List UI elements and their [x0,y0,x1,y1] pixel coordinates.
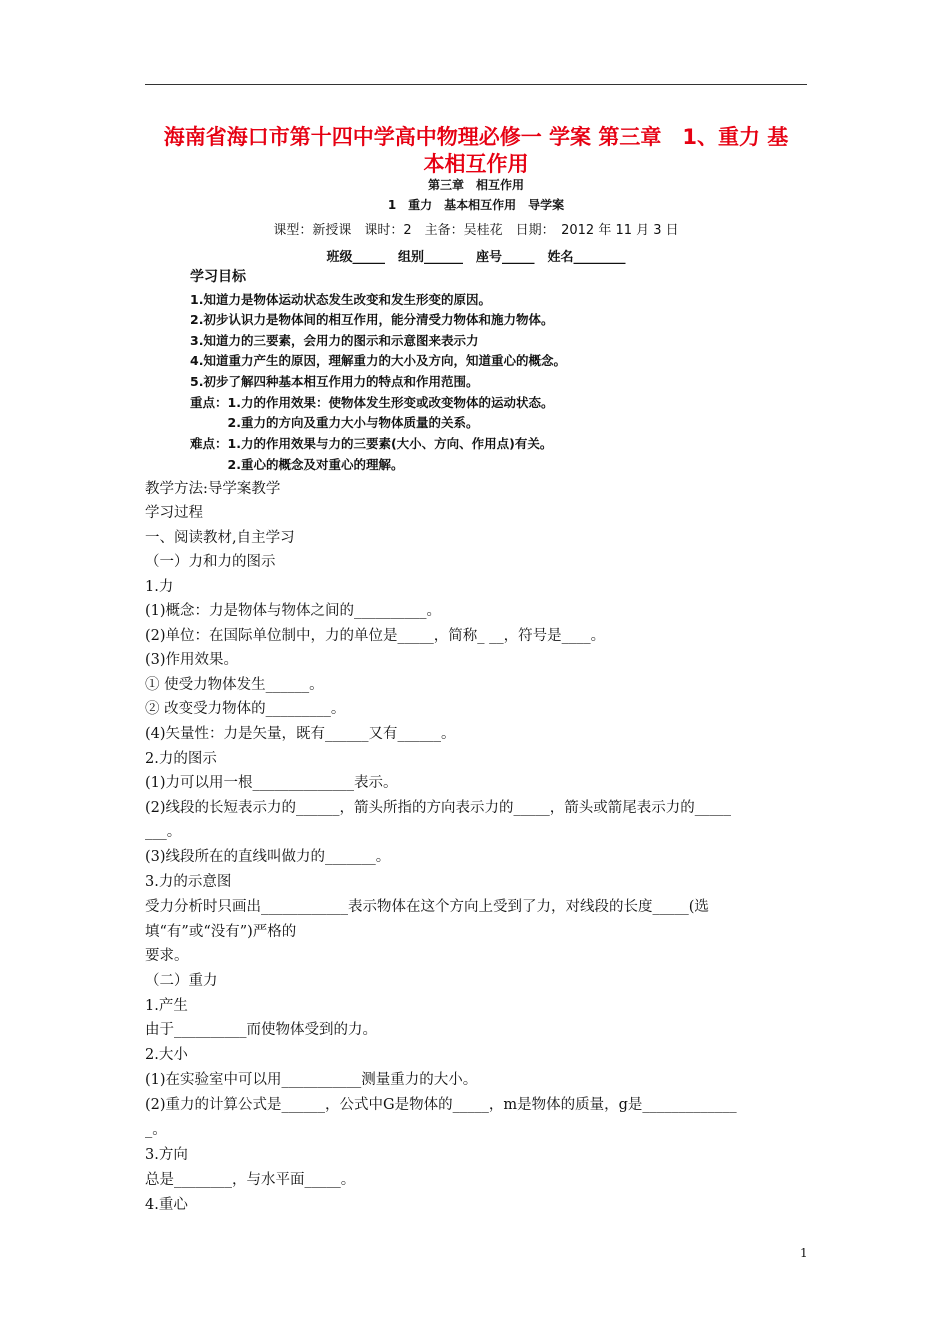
header-rule [145,84,807,85]
objective-item: 5.初步了解四种基本相互作用力的特点和作用范围。 [190,374,479,389]
body-line: ① 使受力物体发生______。 [145,677,324,693]
objective-item: 3.知道力的三要素，会用力的图示和示意图来表示力 [190,333,479,348]
body-line: 3.方向 [145,1147,188,1163]
difficult-point: 2.重心的概念及对重心的理解。 [190,457,404,472]
document-title [145,124,807,178]
body-line: 总是________，与水平面_____。 [145,1172,356,1188]
objectives-heading: 学习目标 [190,269,246,285]
body-line: 1.力 [145,579,174,595]
difficult-point: 难点：1.力的作用效果与力的三要素(大小、方向、作用点)有关。 [190,436,553,451]
page-number: 1 [800,1246,808,1260]
body-line: 学习过程 [145,505,203,521]
body-line: (4)矢量性：力是矢量，既有______又有______。 [145,726,456,742]
body-line: (1)力可以用一根______________表示。 [145,775,398,791]
objective-item: 4.知道重力产生的原因，理解重力的大小及方向，知道重心的概念。 [190,353,566,368]
body-line: 一、阅读教材,自主学习 [145,530,295,546]
body-line: 教学方法:导学案教学 [145,481,281,497]
lesson-heading: 1 重力 基本相互作用 导学案 [387,198,565,212]
body-line: 填“有”或“没有”)严格的 [145,924,297,940]
title-line-1: 海南省海口市第十四中学高中物理必修一 学案 第三章 1、重力 基 [163,125,789,149]
body-line: (3)线段所在的直线叫做力的_______。 [145,849,391,865]
objective-item: 2.初步认识力是物体间的相互作用，能分清受力物体和施力物体。 [190,312,554,327]
title-line-2: 本相互作用 [423,152,529,176]
key-point: 2.重力的方向及重力大小与物体质量的关系。 [190,415,479,430]
body-line: 2.力的图示 [145,751,217,767]
body-line: 由于__________而使物体受到的力。 [145,1022,377,1038]
body-line: 1.产生 [145,998,188,1014]
body-line: （二）重力 [145,973,218,989]
body-line: (2)单位：在国际单位制中，力的单位是_____，简称_ __，符号是____。 [145,628,606,644]
lesson-meta: 课型：新授课 课时：2 主备：吴桂花 日期： 2012 年 11 月 3 日 [273,223,679,238]
body-line: (3)作用效果。 [145,652,239,668]
body-line: (2)重力的计算公式是______，公式中G是物体的_____，m是物体的质量，g是_____________ [145,1097,737,1113]
body-line: 3.力的示意图 [145,874,232,890]
body-line: (2)线段的长短表示力的______，箭头所指的方向表示力的_____，箭头或箭尾表示力的_____ [145,800,732,816]
body-line: ② 改变受力物体的_________。 [145,701,346,717]
body-line: (1)概念：力是物体与物体之间的__________。 [145,603,442,619]
objective-item: 1.知道力是物体运动状态发生改变和发生形变的原因。 [190,292,491,307]
chapter-heading: 第三章 相互作用 [427,178,524,192]
body-line: 受力分析时只画出____________表示物体在这个方向上受到了力，对线段的长度_____(选 [145,899,709,915]
key-point: 重点：1.力的作用效果：使物体发生形变或改变物体的运动状态。 [190,395,554,410]
student-info-row: 班级_____ 组别______ 座号_____ 姓名________ [326,250,626,265]
body-line: 要求。 [145,948,189,964]
body-line: (1)在实验室中可以用___________测量重力的大小。 [145,1072,478,1088]
body-line: _。 [145,1122,167,1138]
body-line: 2.大小 [145,1047,188,1063]
body-line: ___。 [145,824,182,840]
body-line: （一）力和力的图示 [145,554,276,570]
body-line: 4.重心 [145,1197,188,1213]
